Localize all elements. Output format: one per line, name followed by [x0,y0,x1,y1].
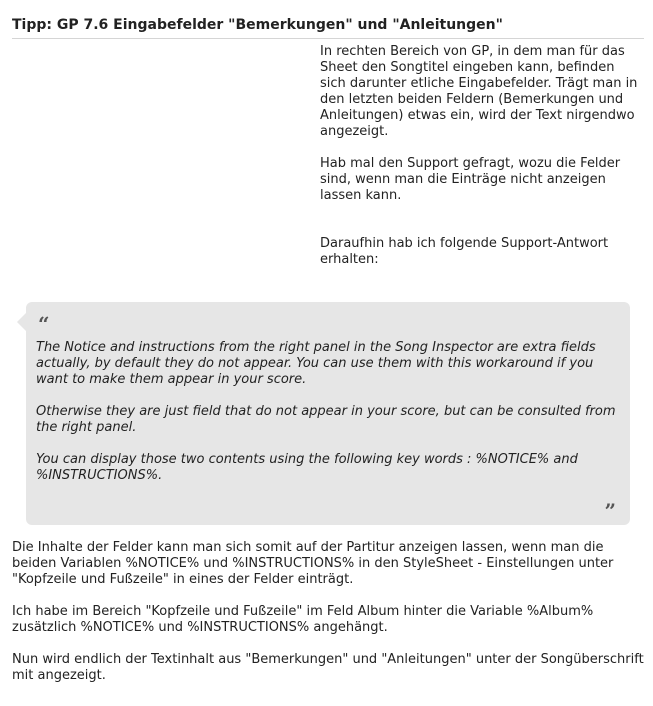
quote-close-icon: ” [604,499,616,523]
quote-paragraph: The Notice and instructions from the right panel in the Song Inspector are extra fields actually, by default they do not appear. You can use them with this workaround if you want to make them appear in your score. [36,340,596,387]
quote-paragraph: You can display those two contents using the following key words : %NOTICE% and %INSTRUCTIONS%. [36,452,578,483]
intro-paragraph: Daraufhin hab ich folgende Support-Antwort erhalten: [320,236,609,267]
quote-paragraph: Otherwise they are just field that do not appear in your score, but can be consulted from the right panel. [36,404,616,435]
outro-paragraph: Die Inhalte der Felder kann man sich somit auf der Partitur anzeigen lassen, wenn man die beiden Variablen %NOTICE% und %INSTRUCTIONS% in den StyleSheet - Einstellungen unter "Kopfzeile und Fußzeile" in eines der Felder einträgt. [12,540,614,587]
post-title: Tipp: GP 7.6 Eingabefelder "Bemerkungen" und "Anleitungen" [12,16,644,39]
intro-paragraph: Hab mal den Support gefragt, wozu die Felder sind, wenn man die Einträge nicht anzeigen lassen kann. [320,156,621,203]
post-outro [12,540,644,700]
quote-open-icon: “ [38,312,50,336]
outro-paragraph: Ich habe im Bereich "Kopfzeile und Fußzeile" im Feld Album hinter die Variable %Album% zusätzlich %NOTICE% und %INSTRUCTIONS% angehängt. [12,604,594,635]
post-intro [320,44,642,284]
outro-paragraph: Nun wird endlich der Textinhalt aus "Bemerkungen" und "Anleitungen" unter der Songüberschrift mit angezeigt. [12,652,644,683]
support-quote-block [26,302,630,525]
intro-paragraph: In rechten Bereich von GP, in dem man für das Sheet den Songtitel eingeben kann, befinden sich darunter etliche Eingabefelder. Trägt man in den letzten beiden Feldern (Bemerkungen und Anleitungen) etwas ein, wird der Text nirgendwo angezeigt. [320,44,638,139]
